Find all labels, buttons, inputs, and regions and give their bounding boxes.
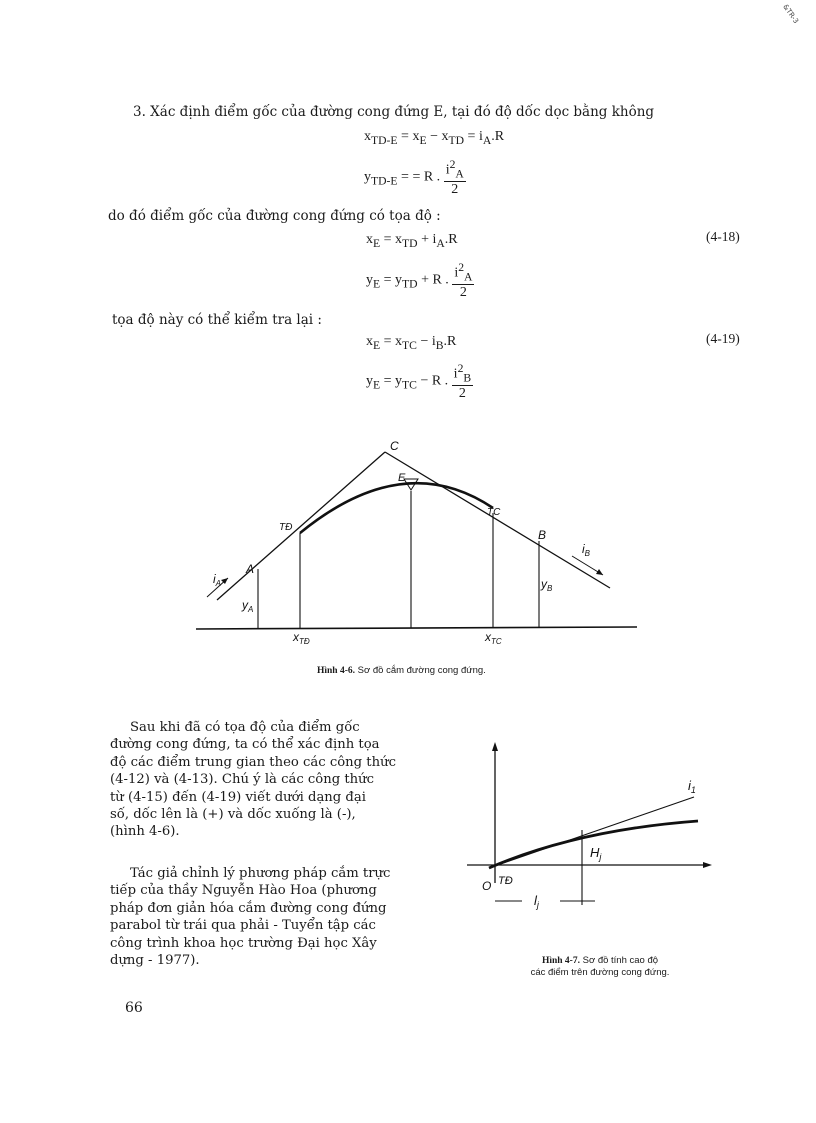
corner-mark: &TR-3 [781, 2, 801, 26]
equation-number-4-18: (4-18) [706, 229, 740, 244]
figure-4-7-diagram [462, 735, 722, 915]
figure-4-6-diagram [190, 435, 650, 655]
label-xtc: $x_{TC}$ [485, 630, 502, 646]
tangent-line-right [385, 452, 610, 588]
label-i1: $i_1$ [688, 778, 696, 795]
figure-4-7-caption: Hình 4-7. Sơ đồ tính cao độ các điểm trên đường cong đứng. [530, 955, 670, 978]
label-lj: $l_j$ [534, 893, 539, 910]
equation-x-e-td: $x_E = x_{TD} + i_A.R$ [366, 232, 458, 250]
label-a: A [246, 562, 255, 576]
equation-x-e-tc: $x_E = x_{TC} - i_B.R$ [366, 334, 457, 352]
paragraph-1-line: Sau khi đã có tọa độ của điểm gốc [130, 720, 360, 735]
label-ya: $y_A$ [242, 598, 254, 614]
paragraph-1-line: số, dốc lên là (+) và dốc xuống là (-), [110, 807, 356, 823]
page-number: 66 [125, 1000, 143, 1016]
label-o: O [482, 879, 492, 893]
text-toa-do: tọa độ này có thể kiểm tra lại : [112, 312, 322, 328]
vertical-curve [300, 483, 493, 533]
equation-x-td-e: $x_{TD-E} = x_E - x_{TD} = i_A.R$ [364, 129, 505, 147]
label-hj: $H_j$ [590, 845, 602, 862]
text-do-do: do đó điểm gốc của đường cong đứng có tọa độ : [108, 208, 441, 224]
paragraph-2-line: parabol từ trái qua phải - Tuyển tập các [110, 918, 376, 934]
paragraph-1-line: từ (4-15) đến (4-19) viết dưới dạng đại [110, 789, 366, 805]
paragraph-2-line: pháp đơn giản hóa cắm đường cong đứng [110, 900, 387, 916]
x-axis-arrow [703, 862, 712, 868]
paragraph-2 [110, 865, 455, 969]
ground-line [196, 627, 637, 629]
item-3-heading: 3. Xác định điểm gốc của đường cong đứng E, tại đó độ dốc dọc bằng không [133, 104, 655, 120]
paragraph-2-line: Tác giả chỉnh lý phương pháp cắm trực [130, 866, 391, 881]
label-xtd: $x_{TĐ}$ [293, 630, 310, 646]
label-td: TĐ [279, 522, 293, 533]
label-b: B [538, 528, 547, 542]
paragraph-1 [110, 719, 455, 841]
paragraph-1-line: (4-12) và (4-13). Chú ý là các công thức [110, 772, 375, 788]
label-td: TĐ [498, 875, 513, 887]
equation-y-e-tc: $y_E = y_{TC} - R$ . $\frac{i^2_B}{2}$ [366, 362, 472, 402]
equation-number-4-19: (4-19) [706, 331, 740, 346]
equation-y-td-e: $y_{TD-E}$ = = R . $\frac{i^2_A}{2}$ [364, 158, 464, 198]
slope-arrow-ib-head [596, 569, 603, 575]
label-c: C [390, 439, 399, 453]
tangent-line-left [217, 452, 385, 600]
paragraph-1-line: đường cong đứng, ta có thể xác định tọa [110, 737, 380, 753]
paragraph-1-line: (hình 4-6). [110, 824, 180, 840]
label-yb: $y_B$ [541, 577, 553, 593]
paragraph-2-line: tiếp của thầy Nguyễn Hào Hoa (phương [110, 883, 377, 899]
label-ia: $i_A$ [213, 572, 222, 588]
paragraph-2-line: công trình khoa học trường Đại học Xây [110, 935, 377, 951]
label-tc: TC [487, 507, 501, 518]
figure-4-6-caption: Hình 4-6. Sơ đồ cắm đường cong đứng. [317, 665, 486, 676]
label-ib: $i_B$ [582, 542, 591, 558]
paragraph-1-line: độ các điểm trung gian theo các công thức [110, 754, 396, 770]
label-e: E [398, 472, 406, 484]
paragraph-2-line: dựng - 1977). [110, 953, 200, 969]
y-axis-arrow [492, 742, 498, 751]
equation-y-e-td: $y_E = y_{TD} + R$ . $\frac{i^2_A}{2}$ [366, 261, 473, 301]
